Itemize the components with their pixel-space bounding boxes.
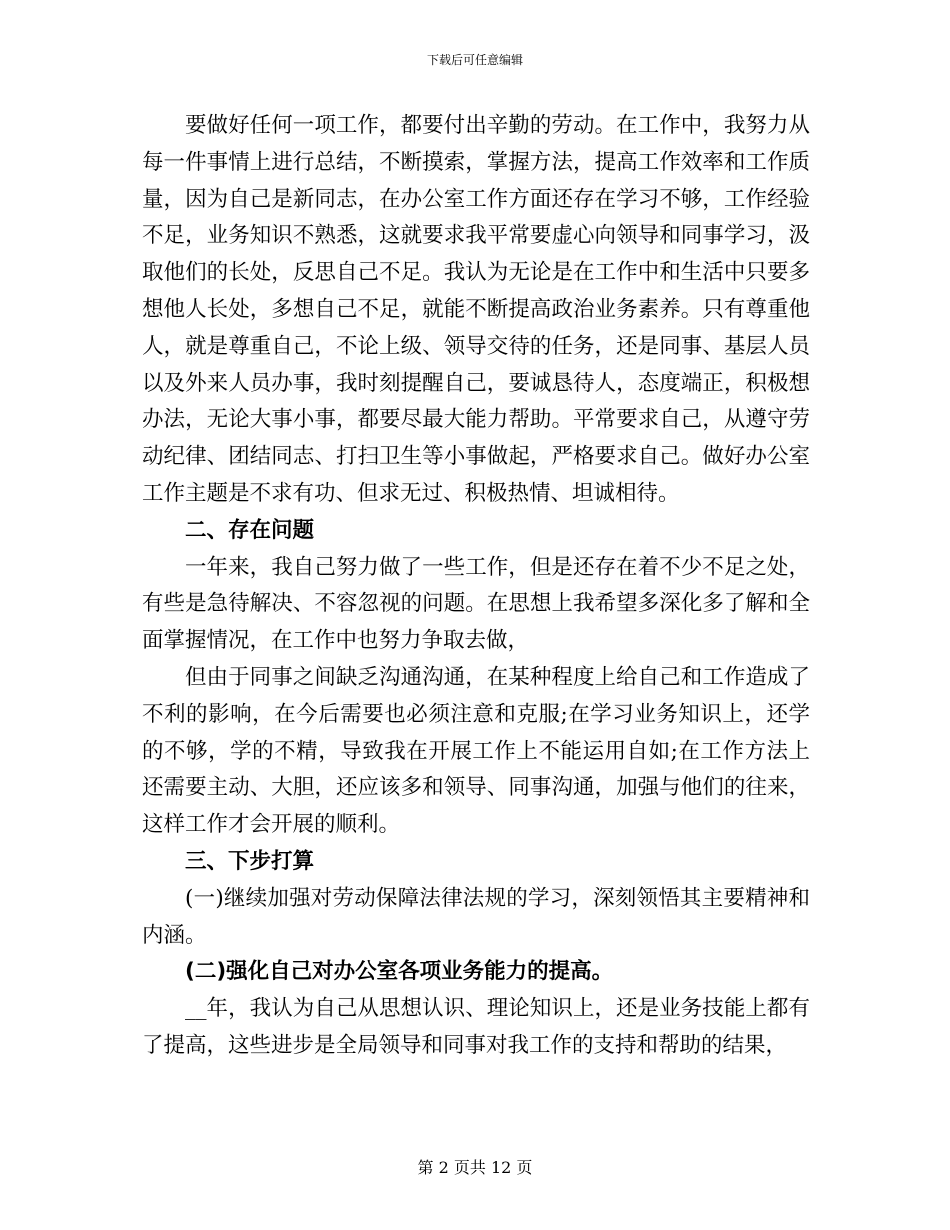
heading-existing-problems: 二、存在问题 — [185, 517, 315, 543]
document-body — [142, 108, 810, 1065]
heading-next-plans: 三、下步打算 — [185, 848, 315, 874]
paragraph-problems-intro: 一年来，我自己努力做了一些工作，但是还存在着不少不足之处，有些是急待解决、不容忽视的问题。在思想上我希望多深化多了解和全面掌握情况，在工作中也努力争取去做， — [142, 554, 810, 654]
page-footer: 第 2 页共 12 页 — [417, 1158, 533, 1177]
paragraph-plan-1: (一)继续加强对劳动保障法律法规的学习，深刻领悟其主要精神和内涵。 — [142, 885, 810, 948]
paragraph-work-attitude: 要做好任何一项工作，都要付出辛勤的劳动。在工作中，我努力从每一件事情上进行总结，不断摸索，掌握方法，提高工作效率和工作质量，因为自己是新同志，在办公室工作方面还存在学习不够，工作经验不足，业务知识不熟悉，这就要求我平常要虚心向领导和同事学习，汲取他们的长处，反思自己不足。我认为无论是在工作中和生活中只要多想他人长处，多想自己不足，就能不断提高政治业务素养。只有尊重他人，就是尊重自己，不论上级、领导交待的任务，还是同事、基层人员以及外来人员办事，我时刻提醒自己，要诚恳待人，态度端正，积极想办法，无论大事小事，都要尽最大能力帮助。平常要求自己，从遵守劳动纪律、团结同志、打扫卫生等小事做起，严格要求自己。做好办公室工作主题是不求有功、但求无过、积极热情、坦诚相待。 — [142, 113, 810, 506]
paragraph-plan-2: (二)强化自己对办公室各项业务能力的提高。 — [185, 959, 614, 985]
paragraph-year-summary: __年，我认为自己从思想认识、理论知识上，还是业务技能上都有了提高，这些进步是全局领导和同事对我工作的支持和帮助的结果， — [142, 996, 810, 1058]
page-header: 下载后可任意编辑 — [426, 53, 523, 67]
paragraph-problems-detail: 但由于同事之间缺乏沟通沟通，在某种程度上给自己和工作造成了不利的影响，在今后需要也必须注意和克服;在学习业务知识上，还学的不够，学的不精，导致我在开展工作上不能运用自如;在工作方法上还需要主动、大胆，还应该多和领导、同事沟通，加强与他们的往来，这样工作才会开展的顺利。 — [142, 664, 810, 838]
